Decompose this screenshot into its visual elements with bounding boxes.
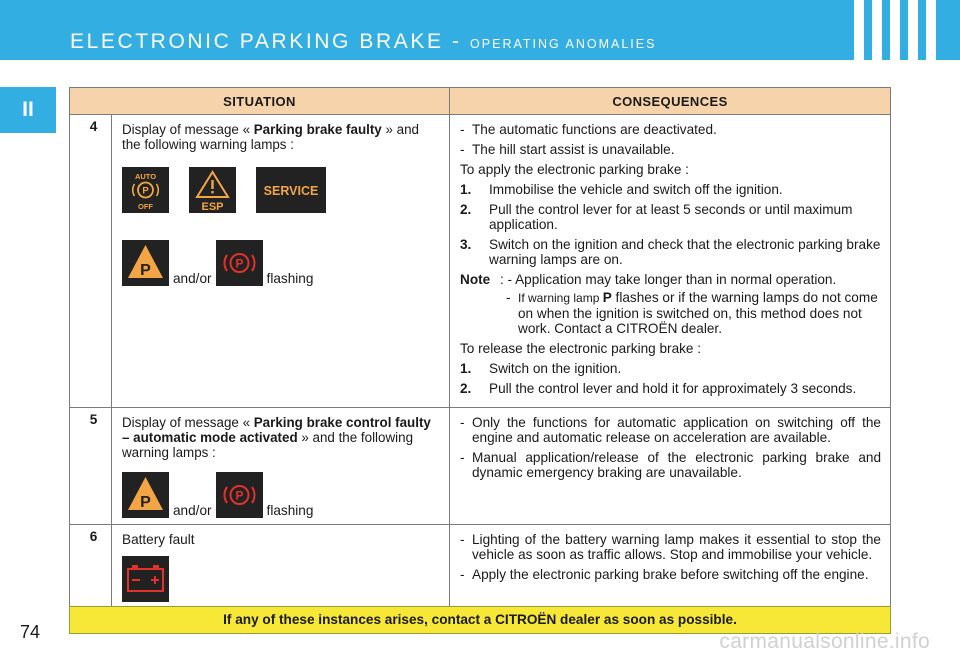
consequence-text: The automatic functions are deactivated. <box>472 122 717 137</box>
table-row <box>70 525 891 609</box>
svg-text:P: P <box>235 488 244 503</box>
situation-cell <box>112 115 450 408</box>
flashing-label: flashing <box>266 503 314 518</box>
list-item: 2. Pull the control lever and hold it for approximately 3 seconds. <box>460 381 857 396</box>
situation-text: Battery fault <box>122 532 195 547</box>
consequences-cell: - Lighting of the battery warning lamp makes it essential to stop the vehicle as soon as traffic allows. Stop and immobilise your vehicle. - Apply the electronic parking brake before switching off the engine. <box>450 525 891 609</box>
consequences-header: CONSEQUENCES <box>450 88 891 115</box>
svg-text:ESP: ESP <box>201 201 224 213</box>
svg-text:P: P <box>140 262 151 279</box>
table-header-row <box>70 88 891 115</box>
consequence-text: Only the functions for automatic application on switching off the engine and automatic release on acceleration are available. <box>472 415 881 445</box>
list-item: 3. Switch on the ignition and check that the electronic parking brake warning lamps are on. <box>460 237 881 267</box>
row-number: 6 <box>70 525 112 609</box>
table-row <box>70 115 891 408</box>
message-name: Parking brake faulty <box>253 122 382 137</box>
table-row <box>70 408 891 525</box>
consequence-text: The hill start assist is unavailable. <box>472 142 675 157</box>
list-item: 1. Switch on the ignition. <box>460 361 622 376</box>
situation-text: Display of message « Parking brake faulty » and the following warning lamps : <box>122 122 419 152</box>
consequences-cell: - Only the functions for automatic application on switching off the engine and automatic release on acceleration are available. - Manual application/release of the electronic parking brake and dynamic emergency braking are unavailable. <box>450 408 891 525</box>
message-name: Parking brake control faulty – automatic mode activated <box>122 415 431 445</box>
consequence-text: Manual application/release of the electronic parking brake and dynamic emergency braking are unavailable. <box>472 450 881 480</box>
svg-text:AUTO: AUTO <box>134 172 157 181</box>
svg-text:P: P <box>142 185 149 197</box>
svg-text:OFF: OFF <box>138 202 153 211</box>
anomalies-table <box>69 87 891 609</box>
lamp-row <box>122 556 441 602</box>
lamp-row <box>122 167 441 213</box>
svg-text:SERVICE: SERVICE <box>263 184 319 198</box>
svg-text:P: P <box>235 256 244 271</box>
list-item: 1. Immobilise the vehicle and switch off the ignition. <box>460 182 783 197</box>
title-main: ELECTRONIC PARKING BRAKE - <box>70 30 471 53</box>
auto-off-lamp-icon <box>122 167 169 213</box>
title-sub: OPERATING ANOMALIES <box>470 37 657 51</box>
and-or-label: and/or <box>173 271 212 286</box>
parking-brake-p-lamp-icon <box>122 472 169 518</box>
header-stripes <box>846 0 936 60</box>
brake-circle-lamp-icon <box>216 240 263 286</box>
note-line: - If warning lamp P flashes or if the warning lamps do not come on when the ignition is switched on, this method does not work. Contact a CITROËN dealer. <box>506 290 878 336</box>
note-line: Note : - Application may take longer than in normal operation. <box>460 272 837 287</box>
flashing-label: flashing <box>266 271 314 286</box>
situation-cell <box>112 525 450 609</box>
page-header <box>0 0 960 60</box>
release-intro: To release the electronic parking brake : <box>460 341 702 356</box>
lamp-row <box>122 240 441 286</box>
situation-header: SITUATION <box>70 88 450 115</box>
note-label: Note <box>460 272 491 287</box>
page-title <box>70 30 656 54</box>
svg-text:P: P <box>140 494 151 511</box>
service-lamp-icon <box>256 167 326 213</box>
situation-cell <box>112 408 450 525</box>
row-number: 5 <box>70 408 112 525</box>
brake-circle-lamp-icon <box>216 472 263 518</box>
consequences-cell: - The automatic functions are deactivated. - The hill start assist is unavailable. To apply the electronic parking brake : 1. Immobilise the vehicle and switch off the ignition. 2. Pull the control lever for at least 5 seconds or until maximum application. 3. Switch on the ignition and check that the electronic parking brake warning lamps are on. Note : - Application may take longer than in normal operation. - If warning lamp P flashes or if the warning lamps do not come on when the ignition is switched on, this method does not work. Contact a CITROËN dealer. To release the electronic parking brake : 1. Switch on the ignition. 2. Pull the control lever and hold it for approximately 3 seconds. <box>450 115 891 408</box>
watermark: carmanualsonline.info <box>719 630 930 653</box>
list-item: 2. Pull the control lever for at least 5 seconds or until maximum application. <box>460 202 853 232</box>
situation-text: Display of message « Parking brake control faulty – automatic mode activated » and the following warning lamps : <box>122 415 431 460</box>
row-number: 4 <box>70 115 112 408</box>
consequence-text: Apply the electronic parking brake before switching off the engine. <box>472 567 869 582</box>
chapter-tab[interactable]: II <box>0 87 56 133</box>
parking-brake-p-lamp-icon <box>122 240 169 286</box>
consequence-text: Lighting of the battery warning lamp makes it essential to stop the vehicle as soon as traffic allows. Stop and immobilise your vehicle. <box>472 532 881 562</box>
apply-intro: To apply the electronic parking brake : <box>460 162 689 177</box>
lamp-row <box>122 472 441 518</box>
footer-notice: If any of these instances arises, contact a CITROËN dealer as soon as possible. <box>69 606 891 634</box>
page-number: 74 <box>20 622 41 642</box>
and-or-label: and/or <box>173 503 212 518</box>
battery-lamp-icon <box>122 556 169 602</box>
esp-warning-lamp-icon <box>189 167 236 213</box>
